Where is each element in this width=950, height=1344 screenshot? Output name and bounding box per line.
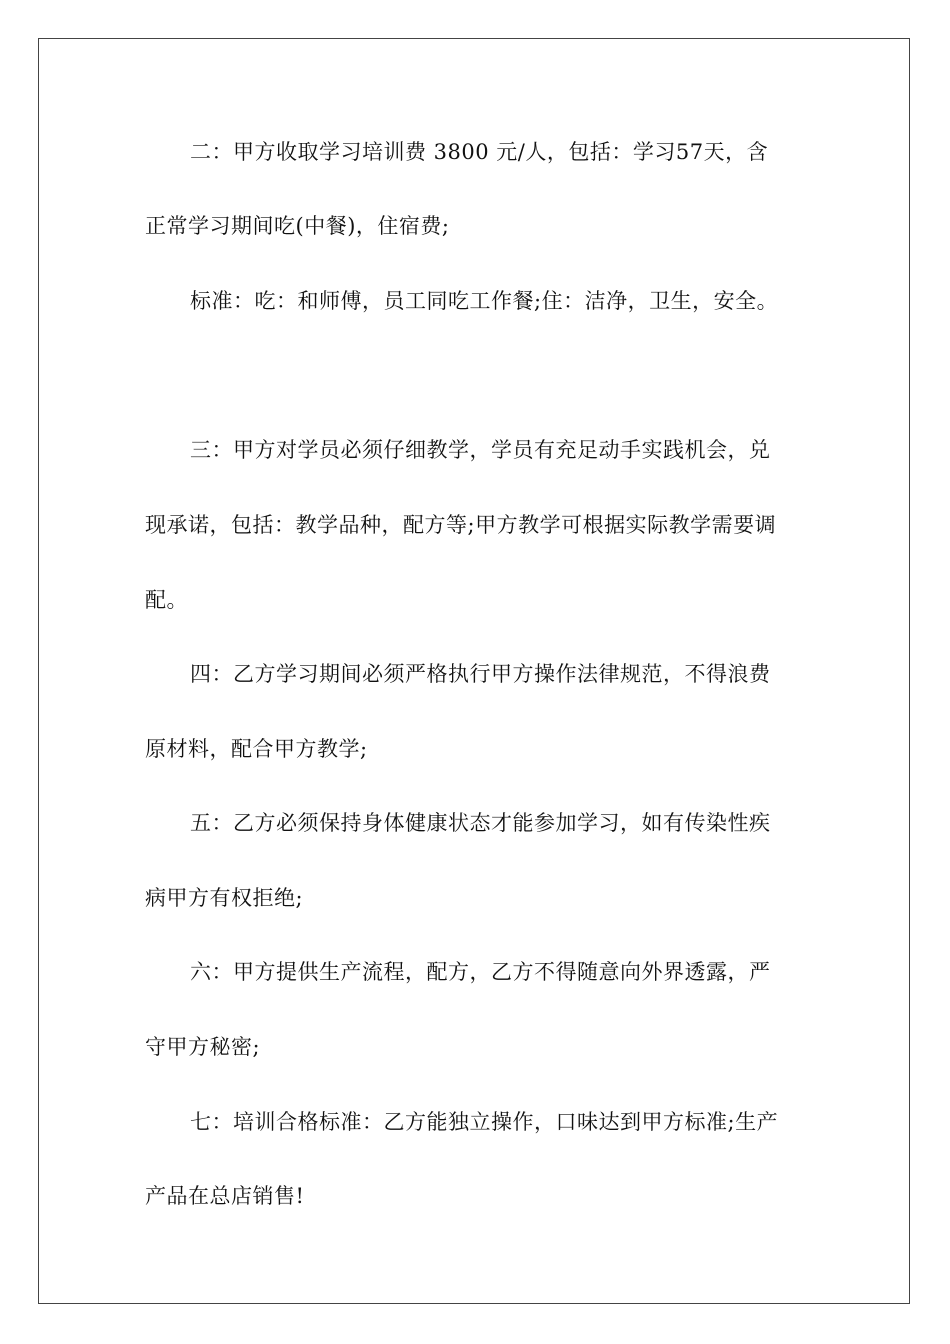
clause-6-line-1: 六：甲方提供生产流程，配方，乙方不得随意向外界透露，严	[190, 960, 771, 984]
clause-2-line-2: 正常学习期间吃(中餐)，住宿费;	[145, 214, 450, 238]
clause-5-line-1: 五：乙方必须保持身体健康状态才能参加学习，如有传染性疾	[190, 811, 771, 835]
clause-4-line-1: 四：乙方学习期间必须严格执行甲方操作法律规范，不得浪费	[190, 662, 771, 686]
clause-7-line-2: 产品在总店销售!	[145, 1184, 305, 1208]
clause-3-line-3: 配。	[145, 588, 188, 612]
clause-4-line-2: 原材料，配合甲方教学;	[145, 737, 368, 761]
clause-2-standard-line: 标准：吃：和师傅，员工同吃工作餐;住：洁净，卫生，安全。	[190, 289, 779, 313]
clause-6-line-2: 守甲方秘密;	[145, 1035, 261, 1059]
clause-3-line-2: 现承诺，包括：教学品种，配方等;甲方教学可根据实际教学需要调	[145, 513, 777, 537]
clause-7-line-1: 七：培训合格标准：乙方能独立操作，口味达到甲方标准;生产	[190, 1110, 779, 1134]
clause-3-line-1: 三：甲方对学员必须仔细教学，学员有充足动手实践机会，兑	[190, 438, 771, 462]
clause-5-line-2: 病甲方有权拒绝;	[145, 886, 304, 910]
clause-2-line-1: 二：甲方收取学习培训费 3800 元/人，包括：学习57天，含	[190, 140, 769, 164]
